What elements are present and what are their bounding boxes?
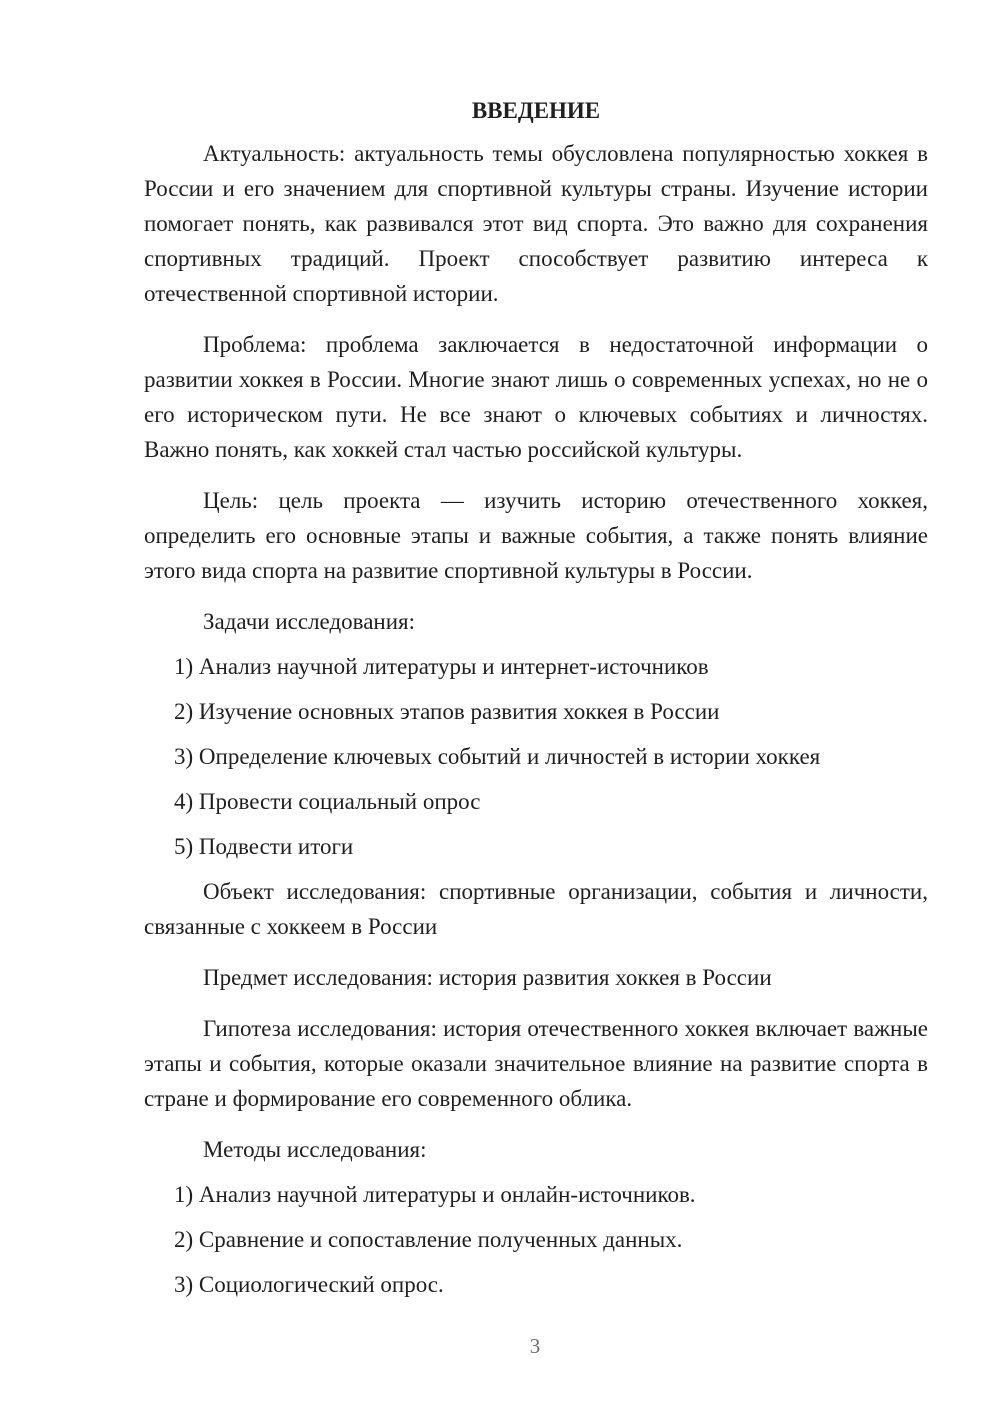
page-content [144, 96, 928, 1312]
problem-paragraph: Проблема: проблема заключается в недостаточной информации о развитии хоккея в России. Многие знают лишь о современных успехах, но не о его историческом пути. Не все знают о ключевых событиях и личностях. Важно понять, как хоккей стал частью российской культуры. [144, 332, 928, 462]
relevance-paragraph: Актуальность: актуальность темы обусловлена популярностью хоккея в России и его значением для спортивной культуры страны. Изучение истории помогает понять, как развивался этот вид спорта. Это важно для сохранения спортивных традиций. Проект способствует развитию интереса к отечественной спортивной истории. [144, 141, 928, 306]
hypothesis-paragraph: Гипотеза исследования: история отечественного хоккея включает важные этапы и события, которые оказали значительное влияние на развитие спорта в стране и формирование его современного облика. [144, 1016, 928, 1111]
section-heading: ВВЕДЕНИЕ [471, 98, 601, 123]
methods-title: Методы исследования: [203, 1137, 427, 1162]
tasks-list [144, 649, 928, 864]
list-item: 1) Анализ научной литературы и онлайн-источников. [174, 1182, 696, 1207]
subject-paragraph: Предмет исследования: история развития хоккея в России [203, 965, 772, 990]
list-item: 4) Провести социальный опрос [174, 789, 481, 814]
list-item: 3) Социологический опрос. [174, 1272, 444, 1297]
list-item: 2) Сравнение и сопоставление полученных данных. [174, 1227, 683, 1252]
object-paragraph: Объект исследования: спортивные организации, события и личности, связанные с хоккеем в России [144, 879, 928, 939]
list-item: 1) Анализ научной литературы и интернет-источников [174, 654, 709, 679]
tasks-title: Задачи исследования: [203, 609, 416, 634]
methods-list [144, 1177, 928, 1302]
goal-paragraph: Цель: цель проекта — изучить историю отечественного хоккея, определить его основные этапы и важные события, а также понять влияние этого вида спорта на развитие спортивной культуры в России. [144, 488, 928, 583]
list-item: 5) Подвести итоги [174, 834, 354, 859]
list-item: 3) Определение ключевых событий и личностей в истории хоккея [174, 744, 821, 769]
list-item: 2) Изучение основных этапов развития хоккея в России [174, 699, 720, 724]
page-number: 3 [529, 1334, 541, 1358]
